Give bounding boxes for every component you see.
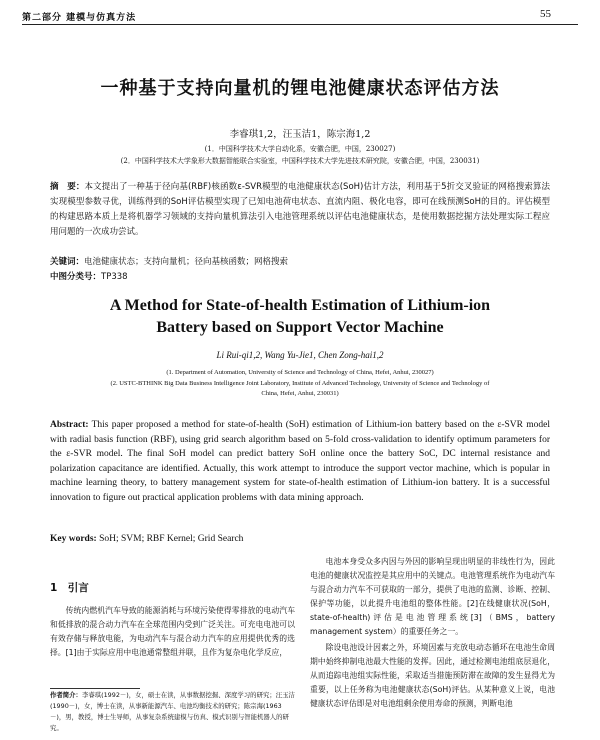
english-keywords-label: Key words: xyxy=(50,534,97,544)
chinese-affiliation-2: (2．中国科学技术大学象形大数据智能联合实验室，中国科学技术大学先进技术研究院，安徽合肥，中国，230031) xyxy=(120,157,480,165)
footnote-text: 李睿琪(1992－)，女，硕士在读，从事数据挖掘、深度学习的研究；汪玉洁(1990－)，女，博士在读，从事新能源汽车、电池均衡技术的研究；陈宗海(1963－)，男，教授，博士生导师，从事复杂系统建模与仿真、模式识别与智能机器人的研究。 xyxy=(50,691,295,732)
chinese-abstract-text: 本文提出了一种基于径向基(RBF)核函数ε-SVR模型的电池健康状态(SoH)估计方法，利用基于5折交叉验证的网格搜索算法实现模型参数寻优，训练得到的SoH评估模型实现了已知电池荷电状态、直流内阻、极化电容，即可在线预测SoH的目的。评估模型的构建思路本质上是将机器学习领域的支持向量机算法引入电池管理系统以评估电池健康状态，是使用数据挖掘方法处理实际工程应用问题的一次成功尝试。 xyxy=(50,182,550,237)
english-affiliation-1: (1. Department of Automation, University of Science and Technology of China, Hefei, Anhui, 230027) xyxy=(166,369,434,376)
section-1-heading: 1 引言 xyxy=(50,582,89,594)
running-header: 第二部分 建模与仿真方法 xyxy=(22,13,137,23)
english-authors: Li Rui-qi1,2, Wang Yu-Jie1, Chen Zong-hai1,2 xyxy=(216,350,384,360)
english-title xyxy=(40,295,560,339)
chinese-keywords-label: 关键词： xyxy=(50,257,85,267)
author-footnote xyxy=(50,690,295,734)
chinese-abstract-label: 摘 要： xyxy=(50,182,85,192)
chinese-keywords xyxy=(50,255,550,270)
footnote-label: 作者简介： xyxy=(50,691,82,699)
chinese-affiliation-1: (1．中国科学技术大学自动化系，安徽合肥，中国，230027) xyxy=(204,145,396,153)
english-title-line-2: Battery based on Support Vector Machine xyxy=(156,319,444,336)
english-affiliation-2b: China, Hefei, Anhui, 230031) xyxy=(261,390,339,397)
chinese-abstract xyxy=(50,180,550,240)
body-paragraph: 除设电池设计因素之外，环境因素与充放电动态循环在电池生命周期中始终抑制电池最大性能的发挥。因此，通过检测电池组底层退化，从而追踪电池组实际性能，采取适当措施预防滞在故障的发生显得尤为重要，以上任务称为电池健康状态(SoH)评估。从某种意义上说，电池健康状态评估即是对电池组剩余使用寿命的预测，判断电池 xyxy=(310,643,555,708)
english-abstract xyxy=(50,418,550,505)
body-paragraph: 传统内燃机汽车导致的能源消耗与环境污染使得零排放的电动汽车和低排放的混合动力汽车在全球范围内受到广泛关注。可充电电池可以有效存储与释放电能，为电动汽车与混合动力汽车的应用提供优秀的选择。[1]由于实际应用中电池通常整组并联，且作为复杂电化学反应， xyxy=(50,606,295,657)
chinese-classification xyxy=(50,270,550,285)
chinese-classification-label: 中图分类号： xyxy=(50,272,102,282)
english-abstract-text: This paper proposed a method for state-of-health (SoH) estimation of Lithium-ion battery based on the ε-SVR model with radial basis function (RBF), using grid search algorithm based on 5-fold cross-validation to identify optimum parameters for the ε-SVR model. The final SoH model can predict battery SoH online once the battery SoC, DC internal resistance and polarization capacitance are identified. Actually, this work attempt to introduce the support vector machine, which is popular in machine learning theory, to battery management system for state-of-health estimation of Lithium-ion battery. It is a successful innovation to figure out practical application problems with data mining approach. xyxy=(50,420,550,503)
footnote-divider xyxy=(50,688,140,689)
chinese-classification-text: TP338 xyxy=(101,272,128,282)
body-right-column xyxy=(310,555,555,711)
english-keywords-text: SoH; SVM; RBF Kernel; Grid Search xyxy=(99,534,244,544)
body-paragraph: 电池本身受众多内因与外因的影响呈现出明显的非线性行为，因此电池的健康状况监控是其应用中的关键点。电池管理系统作为电动汽车与混合动力汽车不可获取的一部分，提供了电池的监测、诊断、控制、保护等功能，以此提升电池组的整体性能。[2]在线健康状况(SoH，state-of-health)评估是电池管理系统[3]（BMS，battery management system）的重要任务之一。 xyxy=(310,557,555,636)
english-keywords xyxy=(50,534,550,544)
chinese-title: 一种基于支持向量机的锂电池健康状态评估方法 xyxy=(100,78,500,99)
chinese-keywords-text: 电池健康状态；支持向量机；径向基核函数；网格搜索 xyxy=(84,257,289,267)
english-title-line-1: A Method for State-of-health Estimation of Lithium-ion xyxy=(109,297,491,314)
page-number: 55 xyxy=(540,8,551,20)
header-divider xyxy=(22,24,578,25)
body-left-column xyxy=(50,604,295,660)
english-abstract-label: Abstract: xyxy=(50,420,89,430)
chinese-authors: 李睿琪1,2，汪玉洁1，陈宗海1,2 xyxy=(229,129,371,140)
english-affiliation-2a: (2. USTC-BTHINK Big Data Business Intelligence Joint Laboratory, Institute of Advanced Technology, University of Science and Technology of xyxy=(110,380,490,387)
